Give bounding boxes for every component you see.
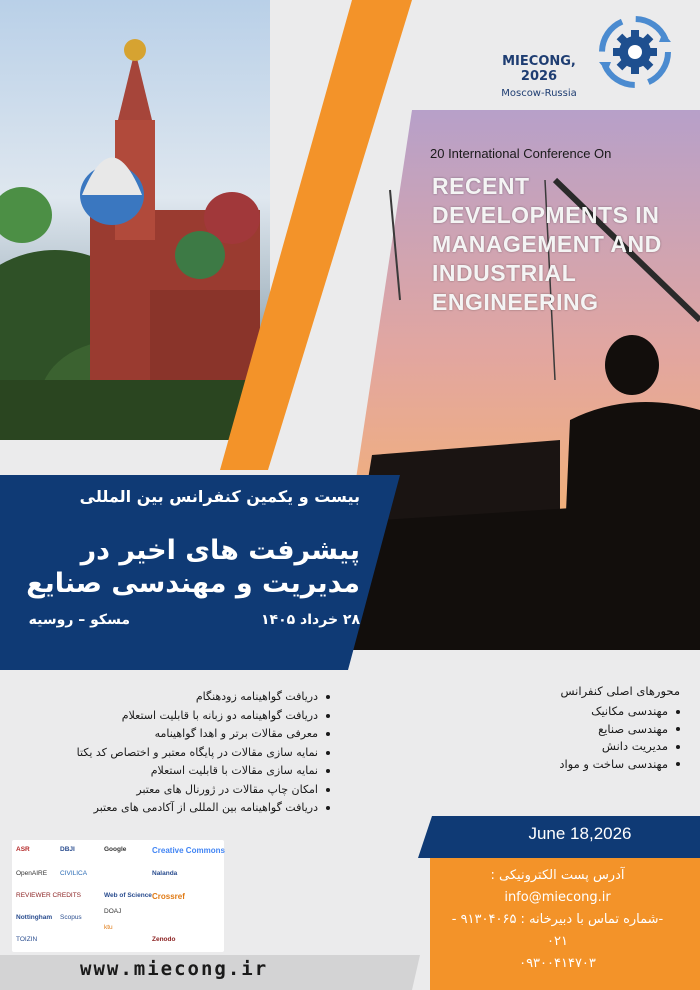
persian-date: ۲۸ خرداد ۱۴۰۵	[261, 612, 360, 628]
indexing-logo: Nalanda	[152, 870, 178, 877]
list-item: نمایه سازی مقالات با قابلیت استعلام	[40, 762, 330, 781]
bullet-icon	[326, 806, 330, 810]
title-line: DEVELOPMENTS IN	[432, 202, 660, 228]
benefits-list	[40, 688, 330, 818]
persian-pre-title: بیست و یکمین کنفرانس بین المللی	[79, 487, 360, 506]
indexing-logo: Zenodo	[152, 936, 176, 943]
conference-code: MIECONG, 2026	[502, 54, 576, 84]
bullet-icon	[676, 762, 680, 766]
indexing-logo: TOIZIN	[16, 936, 38, 943]
indexing-logo: DOAJ	[104, 908, 122, 915]
list-item: معرفی مقالات برتر و اهدا گواهینامه	[40, 725, 330, 744]
conference-intro: 20 International Conference On	[430, 146, 612, 161]
indexing-logo: CIVILICA	[60, 870, 88, 877]
conference-location: Moscow-Russia	[501, 88, 577, 99]
bullet-icon	[326, 714, 330, 718]
list-item: نمایه سازی مقالات در پایگاه معتبر و اختصاص کد یکتا	[40, 744, 330, 763]
list-item: مدیریت دانش	[520, 738, 680, 756]
list-item: امکان چاپ مقالات در ژورنال های معتبر	[40, 781, 330, 800]
bullet-icon	[326, 751, 330, 755]
persian-title-line-2: مدیریت و مهندسی صنایع	[26, 568, 360, 599]
bullet-icon	[326, 769, 330, 773]
bullet-icon	[326, 788, 330, 792]
phone-code: ۰۲۱	[547, 934, 568, 949]
topics-title: محورهای اصلی کنفرانس	[560, 684, 680, 698]
list-item: مهندسی مکانیک	[520, 703, 680, 721]
persian-city: مسکو – روسیه	[28, 612, 130, 628]
event-date: June 18,2026	[528, 824, 632, 843]
conference-title-english	[432, 172, 700, 317]
bullet-icon	[676, 745, 680, 749]
indexing-logo: Web of Science	[104, 892, 152, 899]
title-line: ENGINEERING	[432, 289, 599, 315]
indexing-logos	[12, 840, 224, 952]
list-item: دریافت گواهینامه دو زبانه با قابلیت استعلام	[40, 707, 330, 726]
indexing-logo: Google	[104, 846, 127, 853]
topics-list	[520, 703, 680, 773]
indexing-logo: Creative Commons	[152, 846, 225, 855]
gear-cycle-icon	[595, 12, 675, 92]
mobile-number[interactable]: ۰۹۳۰۰۴۱۴۷۰۳	[519, 956, 596, 971]
persian-title-line-1: پیشرفت های اخیر در	[80, 535, 360, 566]
email-link[interactable]: info@miecong.ir	[504, 890, 611, 905]
website-link[interactable]: www.miecong.ir	[80, 958, 269, 980]
indexing-logo: Nottingham	[16, 914, 53, 921]
bullet-icon	[676, 710, 680, 714]
indexing-logo: Crossref	[152, 892, 185, 901]
indexing-logo: Scopus	[60, 914, 82, 921]
indexing-logo: REVIEWER CREDITS	[16, 892, 82, 899]
bullet-icon	[326, 695, 330, 699]
title-line: INDUSTRIAL	[432, 260, 577, 286]
indexing-logo: ktu	[104, 924, 113, 931]
conference-header	[484, 54, 594, 99]
email-label: آدرس پست الکترونیکی :	[490, 868, 625, 883]
phone-label: -شماره تماس با دبیرخانه : ۹۱۳۰۴۰۶۵ -	[451, 912, 664, 927]
bullet-icon	[326, 732, 330, 736]
title-line: RECENT	[432, 173, 530, 199]
indexing-logo: DBJI	[60, 846, 75, 853]
indexing-logo: ASR	[16, 846, 30, 853]
list-item: مهندسی صنایع	[520, 721, 680, 739]
list-item: مهندسی ساخت و مواد	[520, 756, 680, 774]
list-item: دریافت گواهینامه زودهنگام	[40, 688, 330, 707]
indexing-logo: OpenAIRE	[16, 870, 48, 877]
bullet-icon	[676, 727, 680, 731]
title-line: MANAGEMENT AND	[432, 231, 662, 257]
list-item: دریافت گواهینامه بین المللی از آکادمی های معتبر	[40, 799, 330, 818]
